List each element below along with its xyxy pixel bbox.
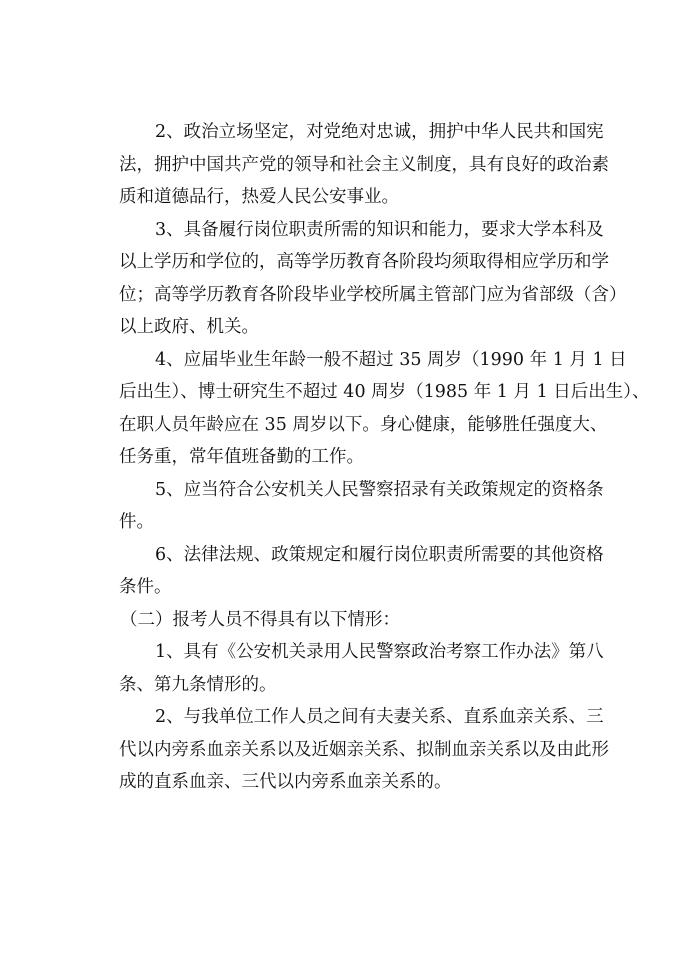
text-line: 4、应届毕业生年龄一般不超过 35 周岁（1990 年 1 月 1 日 xyxy=(155,349,627,370)
paragraph-item-2 xyxy=(84,116,609,214)
paragraph-item-3 xyxy=(84,214,627,344)
paragraph-item-6 xyxy=(84,539,604,604)
text-line: 以上学历和学位的，高等学历教育各阶段均须取得相应学历和学 xyxy=(119,252,609,272)
document-body xyxy=(84,116,650,799)
text-line: 在职人员年龄应在 35 周岁以下。身心健康，能够胜任强度大、 xyxy=(119,414,608,435)
text-line: 条件。 xyxy=(119,577,172,597)
text-line: 件。 xyxy=(119,512,154,532)
paragraph-exclusion-2 xyxy=(84,701,609,799)
text-line: 5、应当符合公安机关人民警察招录有关政策规定的资格条 xyxy=(155,479,604,500)
text-line: 1、具有《公安机关录用人民警察政治考察工作办法》第八 xyxy=(155,642,604,662)
section-heading: （二）报考人员不得具有以下情形： xyxy=(120,609,400,630)
text-line: 条、第九条情形的。 xyxy=(119,674,277,695)
text-line: 3、具备履行岗位职责所需的知识和能力，要求大学本科及 xyxy=(155,219,604,240)
text-line: 2、政治立场坚定，对党绝对忠诚，拥护中华人民共和国宪 xyxy=(155,122,604,142)
paragraph-exclusion-1 xyxy=(84,636,604,701)
text-line: 2、与我单位工作人员之间有夫妻关系、直系血亲关系、三 xyxy=(155,707,604,727)
text-line: 成的直系血亲、三代以内旁系血亲关系的。 xyxy=(119,772,452,792)
text-line: 后出生）、博士研究生不超过 40 周岁（1985 年 1 月 1 日后出生）、 xyxy=(119,382,650,402)
text-line: 任务重，常年值班备勤的工作。 xyxy=(119,447,364,467)
text-line: 位；高等学历教育各阶段毕业学校所属主管部门应为省部级（含） xyxy=(119,284,627,305)
text-line: 以上政府、机关。 xyxy=(119,317,259,337)
text-line: 法，拥护中国共产党的领导和社会主义制度，具有良好的政治素 xyxy=(119,154,609,175)
text-line: 质和道德品行，热爱人民公安事业。 xyxy=(119,187,399,207)
text-line: 6、法律法规、政策规定和履行岗位职责所需要的其他资格 xyxy=(155,544,604,565)
paragraph-item-4 xyxy=(84,344,650,474)
text-line: 代以内旁系血亲关系以及近姻亲关系、拟制血亲关系以及由此形 xyxy=(119,739,609,760)
paragraph-item-5 xyxy=(84,474,604,539)
